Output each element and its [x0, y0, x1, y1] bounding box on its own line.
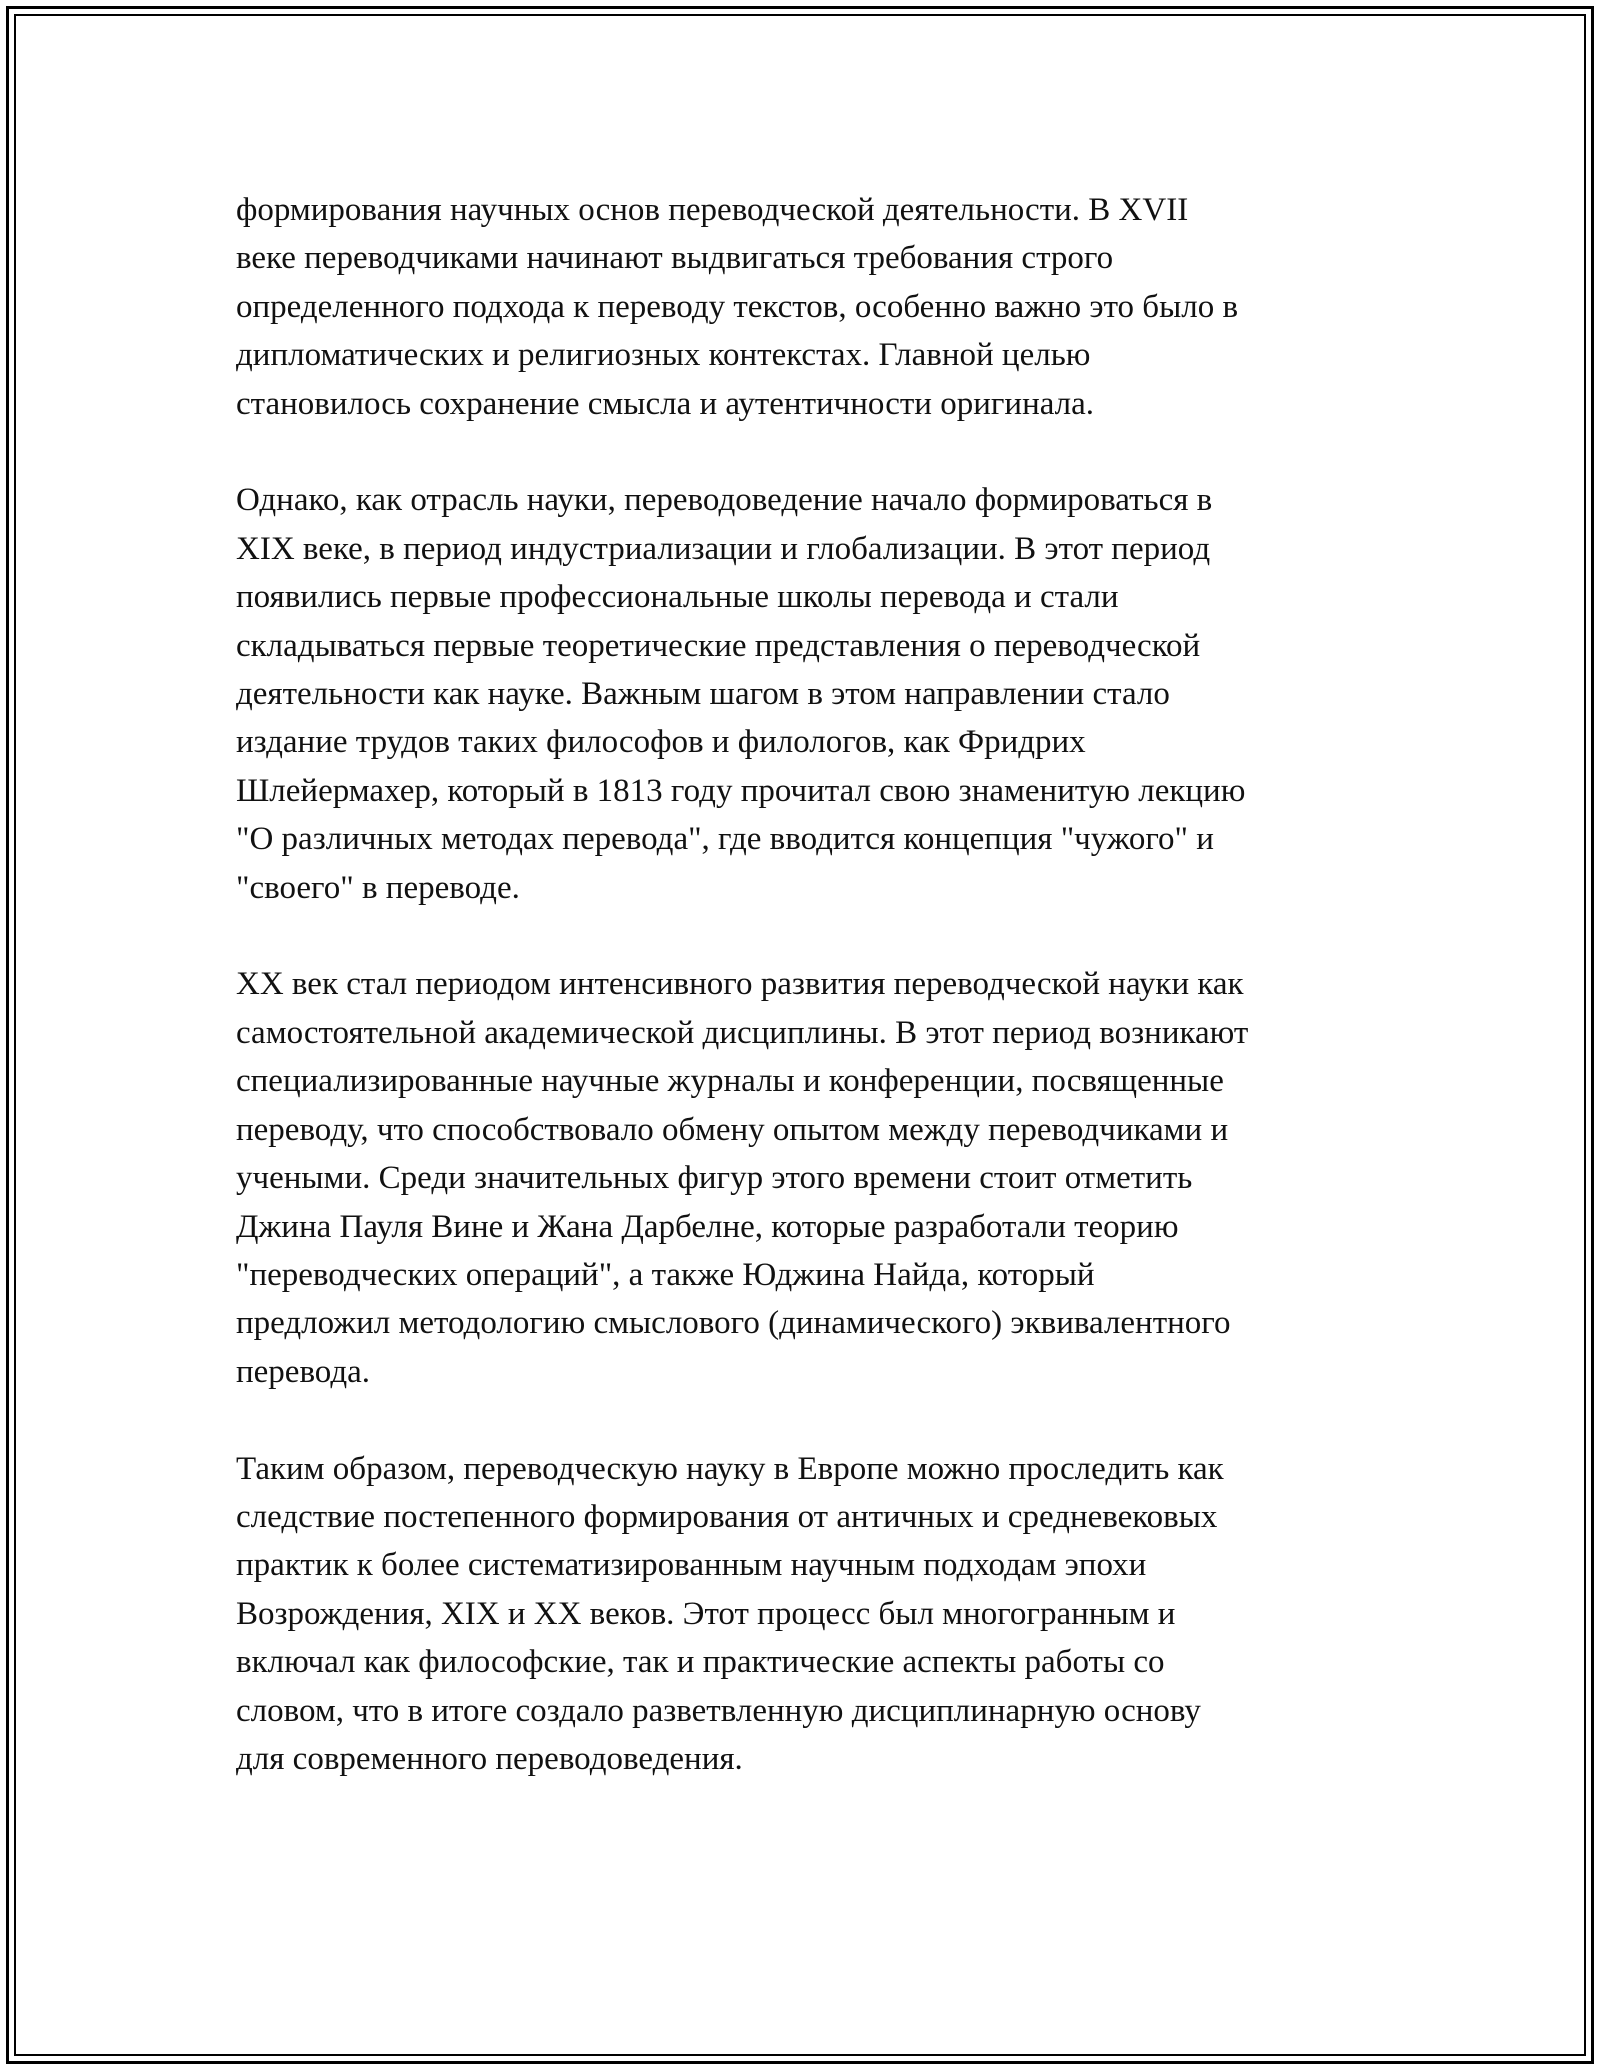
- paragraph-1: формирования научных основ переводческой деятельности. В XVII веке переводчиками начинают выдвигаться требования строго определенного подхода к переводу текстов, особенно важно это было в дипломатических и религиозных контекстах. Главной целью становилось сохранение смысла и аутентичности оригинала.: [236, 192, 1239, 422]
- paragraph-3: XX век стал периодом интенсивного развития переводческой науки как самостоятельной академической дисциплины. В этот период возникают специализированные научные журналы и конференции, посвященные переводу, что способствовало обмену опытом между переводчиками и учеными. Среди значительных фигур этого времени стоит отметить Джина Пауля Вине и Жана Дарбелне, которые разработали теорию "переводческих операций", а также Юджина Найда, который предложил методологию смыслового (динамического) эквивалентного перевода.: [236, 966, 1249, 1390]
- paragraph-2: Однако, как отрасль науки, переводоведение начало формироваться в XIX веке, в период индустриализации и глобализации. В этот период появились первые профессиональные школы перевода и стали складываться первые теоретические представления о переводческой деятельности как науке. Важным шагом в этом направлении стало издание трудов таких философов и филологов, как Фридрих Шлейермахер, который в 1813 году прочитал свою знаменитую лекцию "О различных методах перевода", где вводится концепция "чужого" и "своего" в переводе.: [236, 482, 1246, 906]
- document-body: [236, 186, 1396, 1832]
- paragraph-4: Таким образом, переводческую науку в Европе можно проследить как следствие постепенного формирования от античных и средневековых практик к более систематизированным научным подходам эпохи Возрождения, XIX и XX веков. Этот процесс был многогранным и включал как философские, так и практические аспекты работы со словом, что в итоге создало разветвленную дисциплинарную основу для современного переводоведения.: [236, 1450, 1224, 1777]
